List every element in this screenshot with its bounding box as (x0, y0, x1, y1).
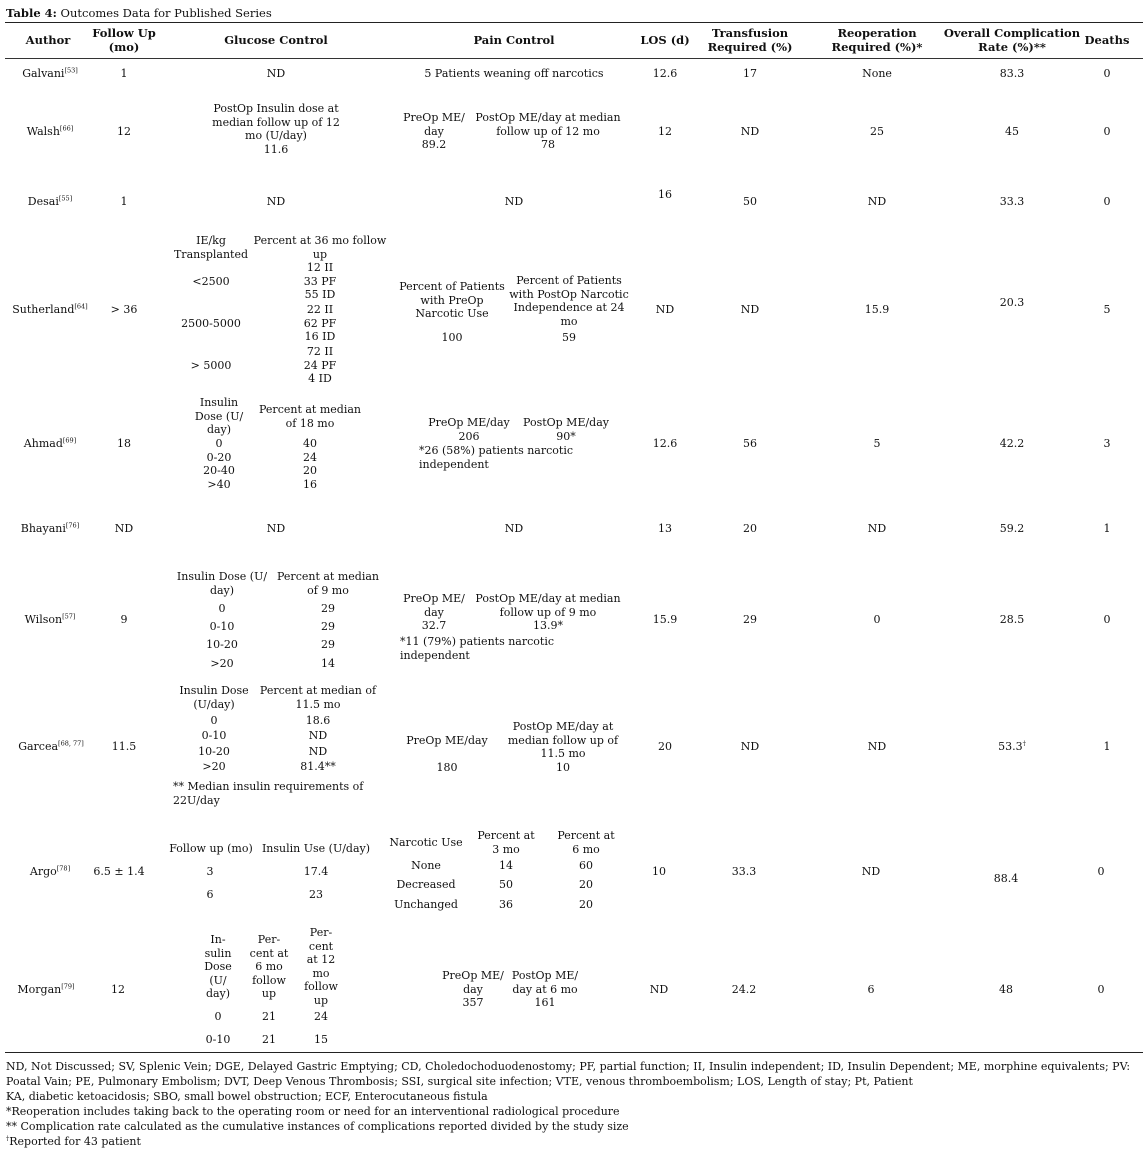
follow-up-cell: 1 (120, 67, 128, 80)
pain-value: 36 (499, 898, 513, 911)
glucose-subheader: Insulin Dose (U/ day) (176, 570, 268, 597)
table-bottom-rule (5, 1052, 1143, 1053)
transfusion-cell: 24.2 (731, 983, 757, 996)
glucose-value: 72 II 24 PF 4 ID (303, 345, 337, 385)
pain-value: 10 (556, 761, 570, 774)
transfusion-cell: 29 (743, 613, 757, 626)
glucose-subheader: Insulin Dose (U/day) (179, 684, 249, 711)
complication-cell: 42.2 (999, 437, 1025, 450)
reoperation-cell: 5 (873, 437, 881, 450)
transfusion-cell: 20 (743, 522, 757, 535)
transfusion-cell: 17 (743, 67, 757, 80)
glucose-values: 0 0-20 20-40 >40 (203, 437, 235, 491)
glucose-subheader: Percent at median of 9 mo (277, 570, 379, 597)
pain-value: 14 (499, 859, 513, 872)
pain-subheader: PostOp ME/day at median follow up of 11.5 mo (507, 720, 619, 760)
glucose-value: 21 (262, 1010, 276, 1023)
footnote-abbreviations-2: KA, diabetic ketoacidosis; SBO, small bowel obstruction; ECF, Enterocutaneous fistula (6, 1090, 488, 1103)
glucose-subheader: Percent at 36 mo follow up (253, 234, 387, 261)
los-cell: 12.6 (652, 437, 678, 450)
pain-preop-cell: PreOp ME/day 206 (428, 416, 510, 443)
glucose-values: 0 0-10 10-20 >20 (198, 714, 230, 773)
glucose-subheader: Percent at median of 11.5 mo (259, 684, 377, 711)
header-follow-up: Follow Up (mo) (92, 26, 156, 54)
transfusion-cell: ND (740, 125, 760, 138)
glucose-cell: PostOp Insulin dose at median follow up of 12 mo (U/day) 11.6 (212, 102, 340, 156)
complication-cell: 28.5 (999, 613, 1025, 626)
author-cell: Walsh[66] (26, 124, 74, 138)
header-transfusion: Transfusion Required (%) (707, 26, 793, 54)
glucose-value: 17.4 (303, 865, 329, 878)
table-top-rule (5, 22, 1143, 23)
complication-cell: 59.2 (999, 522, 1025, 535)
deaths-cell: 0 (1103, 613, 1111, 626)
pain-subheader: Percent of Patients with PreOp Narcotic Use (399, 280, 505, 320)
pain-preop-cell: PreOp ME/ day 357 (442, 969, 504, 1009)
glucose-note: ** Median insulin requirements of 22U/day (173, 780, 364, 807)
glucose-subheader: Follow up (mo) (169, 842, 253, 855)
complication-cell: 88.4 (993, 872, 1019, 885)
glucose-band: 0-10 (205, 1033, 231, 1046)
los-cell: 12.6 (652, 67, 678, 80)
glucose-band: 10-20 (206, 638, 238, 651)
los-cell: 12 (658, 125, 672, 138)
pain-preop-cell: PreOp ME/ day 32.7 (403, 592, 465, 632)
deaths-cell: 0 (1103, 195, 1111, 208)
glucose-value: 29 (321, 620, 335, 633)
header-glucose-control: Glucose Control (224, 33, 328, 47)
follow-up-cell: 18 (117, 437, 131, 450)
pain-value: 100 (441, 331, 463, 344)
reoperation-cell: 15.9 (864, 303, 890, 316)
pain-postop-cell: PostOp ME/day at median follow up of 9 mo 13.9* (475, 592, 621, 632)
glucose-subheader: Per- cent at 6 mo follow up (249, 933, 289, 1000)
glucose-value: 22 II 62 PF 16 ID (303, 303, 337, 343)
los-cell: 20 (658, 740, 672, 753)
header-los: LOS (d) (640, 33, 690, 47)
reoperation-cell: 25 (870, 125, 884, 138)
glucose-value: 24 (314, 1010, 328, 1023)
footnote-abbreviations: ND, Not Discussed; SV, Splenic Vein; DGE, Delayed Gastric Emptying; CD, Choledochoduodenostomy; PF, partial function; II, Insulin independent; ID, Insulin Dependent; ME, morphine equivalents; PV: Poatal Vain; PE, Pulmonary Embolism; DVT, Deep Venous Thrombosis; SSI, surgical site infection; VTE, venous thromboembolism; LOS, Length of stay; Pt, Patient (6, 1060, 1134, 1088)
deaths-cell: 0 (1097, 983, 1105, 996)
pain-value: 180 (436, 761, 458, 774)
reoperation-cell: ND (867, 195, 887, 208)
reoperation-cell: 0 (873, 613, 881, 626)
deaths-cell: 0 (1097, 865, 1105, 878)
transfusion-cell: 56 (743, 437, 757, 450)
pain-cell: ND (504, 195, 524, 208)
footnote-reported: †Reported for 43 patient (6, 1134, 141, 1148)
footnote-complication: ** Complication rate calculated as the cumulative instances of complications reported divided by the study size (6, 1120, 629, 1133)
author-cell: Ahmad[69] (23, 436, 77, 450)
glucose-band: 0-10 (209, 620, 235, 633)
pain-value: 59 (562, 331, 576, 344)
pain-value: 20 (579, 898, 593, 911)
pain-note: *26 (58%) patients narcotic independent (419, 444, 573, 471)
table-footnotes (6, 1059, 1144, 1149)
pain-value: 60 (579, 859, 593, 872)
pain-subheader: Percent at 3 mo (477, 829, 535, 856)
glucose-subheader: Percent at median of 18 mo (259, 403, 361, 430)
glucose-value: 29 (321, 638, 335, 651)
follow-up-cell: 11.5 (111, 740, 137, 753)
los-cell: ND (649, 983, 669, 996)
glucose-values: 40 24 20 16 (303, 437, 317, 491)
los-cell: 10 (652, 865, 666, 878)
complication-cell: 83.3 (999, 67, 1025, 80)
glucose-value: 23 (309, 888, 323, 901)
follow-up-cell: 12 (117, 125, 131, 138)
author-cell: Wilson[57] (24, 612, 76, 626)
complication-cell: 45 (1005, 125, 1019, 138)
glucose-subheader: Insulin Dose (U/ day) (194, 396, 244, 436)
glucose-value: 14 (321, 657, 335, 670)
pain-value: 50 (499, 878, 513, 891)
follow-up-cell: ND (114, 522, 134, 535)
follow-up-cell: > 36 (110, 303, 138, 316)
caption-text: Outcomes Data for Published Series (56, 6, 272, 20)
glucose-subheader: In- sulin Dose (U/ day) (204, 933, 232, 1000)
follow-up-cell: 6.5 ± 1.4 (93, 865, 145, 878)
los-cell: 13 (658, 522, 672, 535)
deaths-cell: 1 (1103, 740, 1111, 753)
glucose-values: 18.6 ND ND 81.4** (300, 714, 336, 773)
complication-cell: 33.3 (999, 195, 1025, 208)
pain-subheader: PreOp ME/day (406, 734, 488, 747)
complication-cell: 53.3† (998, 739, 1026, 753)
reoperation-cell: ND (867, 740, 887, 753)
glucose-subheader: IE/kg Transplanted (173, 234, 249, 261)
transfusion-cell: 50 (743, 195, 757, 208)
deaths-cell: 0 (1103, 67, 1111, 80)
los-cell: ND (655, 303, 675, 316)
glucose-value: 12 II 33 PF 55 ID (303, 261, 337, 301)
author-cell: Argo[78] (29, 864, 71, 878)
deaths-cell: 3 (1103, 437, 1111, 450)
glucose-cell: ND (266, 195, 286, 208)
author-cell: Morgan[79] (17, 982, 75, 996)
pain-postop-cell: PostOp ME/day at median follow up of 12 mo 78 (475, 111, 621, 151)
reoperation-cell: ND (861, 865, 881, 878)
header-author: Author (25, 33, 71, 47)
footnote-reoperation: *Reoperation includes taking back to the operating room or need for an interventional radiological procedure (6, 1105, 620, 1118)
header-deaths: Deaths (1084, 33, 1130, 47)
deaths-cell: 5 (1103, 303, 1111, 316)
glucose-cell: ND (266, 522, 286, 535)
glucose-band: 2500-5000 (181, 317, 241, 330)
pain-row-label: None (411, 859, 441, 872)
glucose-value: 29 (321, 602, 335, 615)
glucose-subheader: Per- cent at 12 mo follow up (304, 926, 338, 1007)
pain-subheader: Narcotic Use (389, 836, 463, 849)
glucose-band: > 5000 (190, 359, 232, 372)
glucose-band: <2500 (192, 275, 230, 288)
transfusion-cell: ND (740, 303, 760, 316)
los-cell: 16 (658, 188, 672, 201)
glucose-subheader: Insulin Use (U/day) (261, 842, 371, 855)
author-cell: Galvani[53] (22, 66, 78, 80)
pain-preop-cell: PreOp ME/ day 89.2 (403, 111, 465, 151)
glucose-band: >20 (210, 657, 234, 670)
follow-up-cell: 12 (111, 983, 125, 996)
pain-postop-cell: PostOp ME/ day at 6 mo 161 (511, 969, 579, 1009)
follow-up-cell: 1 (120, 195, 128, 208)
header-pain-control: Pain Control (473, 33, 555, 47)
pain-row-label: Unchanged (394, 898, 458, 911)
pain-subheader: Percent at 6 mo (557, 829, 615, 856)
glucose-band: 0 (214, 1010, 222, 1023)
reoperation-cell: 6 (867, 983, 875, 996)
author-cell: Desai[55] (27, 194, 73, 208)
pain-note: *11 (79%) patients narcotic independent (400, 635, 554, 662)
author-cell: Bhayani[76] (20, 521, 80, 535)
complication-cell: 48 (999, 983, 1013, 996)
glucose-cell: ND (266, 67, 286, 80)
glucose-band: 6 (206, 888, 214, 901)
table-caption (6, 6, 272, 20)
complication-cell: 20.3 (999, 296, 1025, 309)
caption-label: Table 4: (6, 6, 57, 20)
reoperation-cell: None (862, 67, 892, 80)
glucose-value: 21 (262, 1033, 276, 1046)
author-cell: Garcea[68, 77] (18, 739, 84, 753)
glucose-band: 0 (218, 602, 226, 615)
pain-subheader: Percent of Patients with PostOp Narcotic Independence at 24 mo (509, 274, 629, 328)
transfusion-cell: ND (740, 740, 760, 753)
header-complication-rate: Overall Complication Rate (%)** (943, 26, 1081, 54)
deaths-cell: 1 (1103, 522, 1111, 535)
reoperation-cell: ND (867, 522, 887, 535)
follow-up-cell: 9 (120, 613, 128, 626)
pain-cell: 5 Patients weaning off narcotics (424, 67, 604, 80)
pain-cell: ND (504, 522, 524, 535)
author-cell: Sutherland[64] (12, 302, 88, 316)
pain-value: 20 (579, 878, 593, 891)
deaths-cell: 0 (1103, 125, 1111, 138)
pain-row-label: Decreased (396, 878, 456, 891)
glucose-value: 15 (314, 1033, 328, 1046)
glucose-band: 3 (206, 865, 214, 878)
los-cell: 15.9 (652, 613, 678, 626)
pain-postop-cell: PostOp ME/day 90* (522, 416, 609, 443)
header-reoperation: Reoperation Required (%)* (831, 26, 923, 54)
header-rule (5, 58, 1143, 59)
transfusion-cell: 33.3 (731, 865, 757, 878)
